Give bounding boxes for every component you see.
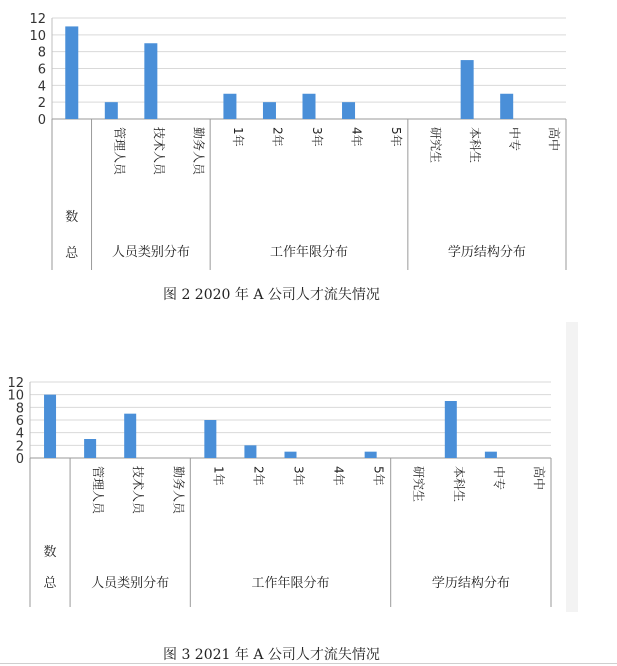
y-tick-label: 12 — [29, 12, 46, 27]
group-label: 人员类别分布 — [111, 245, 190, 260]
bar — [303, 94, 316, 119]
y-tick-label: 2 — [15, 439, 24, 455]
category-label: 4年 — [349, 127, 364, 147]
bar — [263, 102, 276, 119]
chart-2021-svg — [0, 322, 617, 612]
y-tick-label: 4 — [37, 79, 46, 95]
chart-2020 — [0, 0, 617, 280]
category-label: 勤务人员 — [191, 127, 206, 176]
chart-2021 — [0, 322, 617, 612]
category-label: 技术人员 — [131, 466, 146, 515]
category-label: 总 — [43, 576, 57, 591]
bottom-rule — [0, 663, 617, 664]
group-label: 工作年限分布 — [251, 576, 330, 591]
category-label: 2年 — [251, 466, 266, 486]
category-label: 本科生 — [468, 127, 483, 164]
category-label: 5年 — [389, 127, 404, 147]
bar — [65, 26, 78, 119]
category-label: 数 — [43, 545, 57, 560]
category-label: 中专 — [491, 466, 506, 491]
group-label: 工作年限分布 — [269, 245, 349, 260]
category-label: 勤务人员 — [171, 466, 186, 515]
category-label: 管理人员 — [112, 127, 127, 176]
y-tick-label: 0 — [15, 452, 24, 467]
chart-2020-caption: 图 2 2020 年 A 公司人才流失情况 — [163, 287, 380, 303]
y-tick-label: 4 — [15, 426, 24, 442]
category-label: 3年 — [291, 466, 306, 486]
category-label: 研究生 — [411, 466, 426, 503]
bar — [445, 401, 457, 458]
bar — [285, 452, 297, 458]
bar — [84, 439, 96, 458]
group-label: 学历结构分布 — [431, 576, 510, 591]
bar — [244, 445, 256, 458]
y-tick-label: 2 — [37, 96, 46, 112]
y-tick-label: 8 — [15, 401, 24, 417]
category-label: 数 — [65, 210, 79, 225]
bar — [365, 452, 377, 458]
category-label: 中专 — [507, 127, 522, 152]
category-label: 3年 — [310, 127, 324, 147]
category-label: 5年 — [371, 466, 386, 486]
category-label: 4年 — [331, 466, 346, 486]
bar — [144, 43, 157, 119]
bar — [105, 102, 118, 119]
bar — [223, 94, 236, 119]
category-label: 技术人员 — [151, 127, 166, 176]
bar — [500, 94, 513, 119]
chart-2021-caption: 图 3 2021 年 A 公司人才流失情况 — [163, 647, 380, 663]
y-tick-label: 6 — [15, 414, 24, 429]
group-label: 人员类别分布 — [91, 576, 170, 591]
scan-margin-decoration — [566, 322, 578, 612]
y-tick-label: 12 — [7, 376, 24, 391]
bar — [342, 102, 355, 119]
y-tick-label: 10 — [7, 388, 24, 404]
category-label: 总 — [65, 246, 79, 261]
category-label: 高中 — [531, 466, 546, 491]
category-label: 研究生 — [428, 127, 443, 164]
y-tick-label: 10 — [29, 28, 46, 44]
bar — [204, 420, 216, 458]
category-label: 1年 — [211, 466, 226, 486]
group-label: 学历结构分布 — [447, 245, 526, 260]
category-label: 高中 — [547, 127, 562, 152]
bar — [485, 452, 497, 458]
bar — [461, 60, 474, 119]
category-label: 管理人员 — [91, 466, 106, 515]
y-tick-label: 8 — [37, 45, 46, 61]
category-label: 2年 — [270, 127, 285, 147]
chart-2020-svg — [0, 0, 617, 280]
y-tick-label: 0 — [37, 113, 46, 128]
bar — [124, 414, 136, 458]
y-tick-label: 6 — [37, 62, 46, 78]
category-label: 1年 — [230, 127, 245, 147]
bar — [44, 395, 56, 458]
category-label: 本科生 — [451, 466, 466, 503]
